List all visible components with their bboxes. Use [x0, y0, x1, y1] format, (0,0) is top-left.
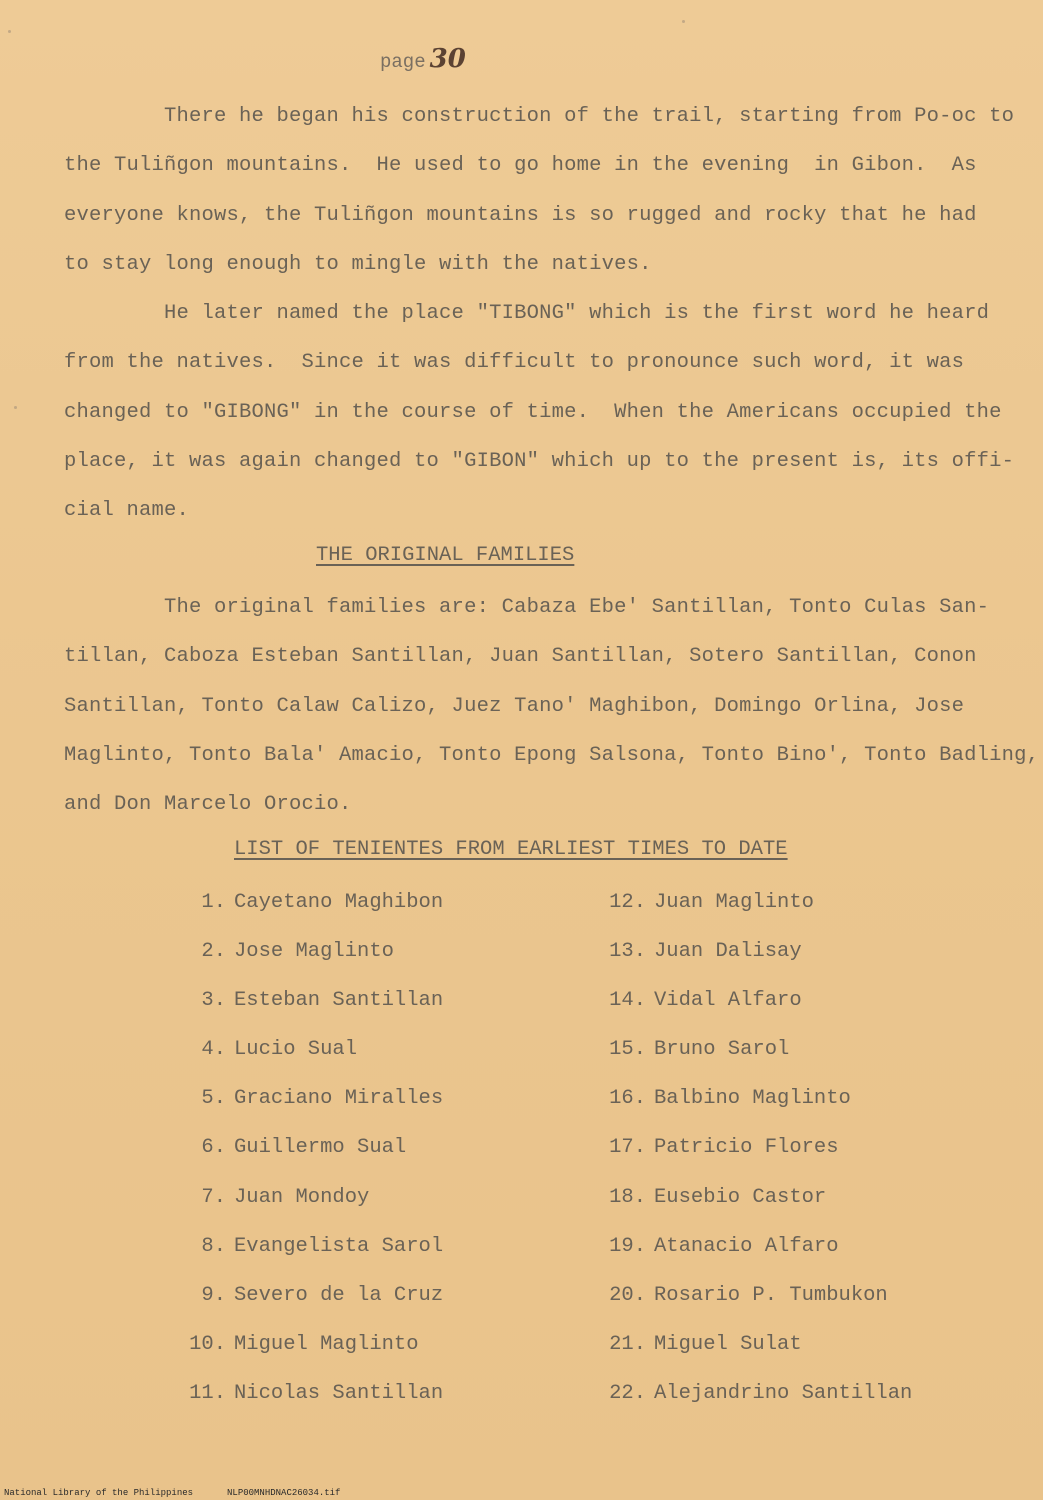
page-number — [380, 44, 466, 74]
text-line: and Don Marcelo Orocio. — [64, 793, 352, 817]
item-number: 14. — [609, 989, 646, 1013]
item-number: 10. — [189, 1332, 226, 1356]
item-name: Esteban Santillan — [234, 989, 444, 1013]
text-line: tillan, Caboza Esteban Santillan, Juan Santillan, Sotero Santillan, Conon — [64, 645, 977, 669]
list-item — [598, 1320, 912, 1369]
item-name: Miguel Sulat — [654, 1332, 802, 1356]
item-number: 11. — [189, 1381, 226, 1405]
paragraph-place-name — [64, 289, 1015, 535]
text-line: the Tuliñgon mountains. He used to go home in the evening in Gibon. As — [64, 154, 977, 178]
paper-speck — [8, 30, 11, 33]
text-line: to stay long enough to mingle with the natives. — [64, 252, 652, 276]
list-item — [178, 1074, 443, 1123]
list-item — [178, 1320, 443, 1369]
item-number: 4. — [201, 1038, 226, 1062]
tenientes-list-right — [598, 878, 912, 1418]
text-line: place, it was again changed to "GIBON" which up to the present is, its offi- — [64, 449, 1015, 473]
list-item — [598, 878, 912, 927]
item-number: 5. — [201, 1087, 226, 1111]
list-item — [178, 878, 443, 927]
tenientes-list-left — [178, 878, 443, 1418]
handwritten-page-number: 30 — [429, 44, 466, 74]
list-item — [598, 1271, 912, 1320]
item-number: 19. — [609, 1234, 646, 1258]
text-line: There he began his construction of the trail, starting from Po-oc to — [64, 105, 1015, 128]
list-item — [598, 1369, 912, 1418]
page-label: page — [380, 51, 426, 73]
list-item — [178, 1123, 443, 1172]
item-name: Rosario P. Tumbukon — [654, 1283, 888, 1307]
item-number: 2. — [201, 940, 226, 964]
item-number: 17. — [609, 1136, 646, 1160]
item-name: Patricio Flores — [654, 1136, 839, 1160]
footer-library: National Library of the Philippines — [4, 1488, 194, 1498]
item-name: Jose Maglinto — [234, 940, 394, 964]
text-line: from the natives. Since it was difficult to pronounce such word, it was — [64, 351, 965, 375]
item-number: 8. — [201, 1234, 226, 1258]
scan-footer — [4, 1488, 340, 1498]
item-name: Vidal Alfaro — [654, 989, 802, 1013]
footer-filename: NLP00MNHDNAC26034.tif — [227, 1488, 341, 1498]
item-name: Guillermo Sual — [234, 1136, 407, 1160]
item-number: 1. — [201, 891, 226, 914]
item-name: Atanacio Alfaro — [654, 1234, 839, 1258]
item-number: 9. — [201, 1283, 226, 1307]
item-number: 21. — [609, 1332, 646, 1356]
item-number: 12. — [609, 891, 646, 914]
paper-speck — [682, 20, 685, 23]
list-item — [598, 927, 912, 976]
item-name: Alejandrino Santillan — [654, 1381, 913, 1405]
item-number: 7. — [201, 1185, 226, 1209]
text-line: changed to "GIBONG" in the course of time. When the Americans occupied the — [64, 400, 1002, 424]
item-number: 18. — [609, 1185, 646, 1209]
item-name: Eusebio Castor — [654, 1185, 827, 1209]
text-line: Maglinto, Tonto Bala' Amacio, Tonto Epong Salsona, Tonto Bino', Tonto Badling, — [64, 743, 1040, 767]
item-name: Severo de la Cruz — [234, 1283, 444, 1307]
paragraph-trail-construction — [64, 92, 1015, 289]
item-number: 6. — [201, 1136, 226, 1160]
list-item — [178, 927, 443, 976]
list-item — [178, 976, 443, 1025]
heading-tenientes-list: LIST OF TENIENTES FROM EARLIEST TIMES TO DATE — [234, 838, 788, 861]
heading-original-families: THE ORIGINAL FAMILIES — [316, 544, 575, 567]
item-name: Juan Mondoy — [234, 1185, 370, 1209]
item-name: Graciano Miralles — [234, 1087, 444, 1111]
item-number: 20. — [609, 1283, 646, 1307]
list-item — [598, 1222, 912, 1271]
item-number: 16. — [609, 1087, 646, 1111]
list-item — [598, 1074, 912, 1123]
paper-speck — [14, 406, 17, 409]
list-item — [178, 1173, 443, 1222]
list-item — [598, 1025, 912, 1074]
item-name: Juan Maglinto — [654, 891, 814, 914]
paragraph-original-families — [64, 583, 1040, 829]
item-number: 13. — [609, 940, 646, 964]
text-line: He later named the place "TIBONG" which is the first word he heard — [64, 302, 990, 325]
item-number: 22. — [609, 1381, 646, 1405]
list-item — [598, 1123, 912, 1172]
list-item — [178, 1369, 443, 1418]
item-name: Evangelista Sarol — [234, 1234, 444, 1258]
item-name: Cayetano Maghibon — [234, 891, 444, 914]
list-item — [178, 1222, 443, 1271]
list-item — [598, 1173, 912, 1222]
list-item — [178, 1025, 443, 1074]
item-name: Nicolas Santillan — [234, 1381, 444, 1405]
text-line: The original families are: Cabaza Ebe' Santillan, Tonto Culas San- — [64, 596, 990, 619]
item-number: 15. — [609, 1038, 646, 1062]
item-name: Juan Dalisay — [654, 940, 802, 964]
text-line: Santillan, Tonto Calaw Calizo, Juez Tano' Maghibon, Domingo Orlina, Jose — [64, 694, 965, 718]
item-number: 3. — [201, 989, 226, 1013]
item-name: Miguel Maglinto — [234, 1332, 419, 1356]
text-line: everyone knows, the Tuliñgon mountains is so rugged and rocky that he had — [64, 203, 977, 227]
item-name: Balbino Maglinto — [654, 1087, 851, 1111]
list-item — [178, 1271, 443, 1320]
item-name: Bruno Sarol — [654, 1038, 790, 1062]
text-line: cial name. — [64, 499, 190, 523]
list-item — [598, 976, 912, 1025]
item-name: Lucio Sual — [234, 1038, 358, 1062]
